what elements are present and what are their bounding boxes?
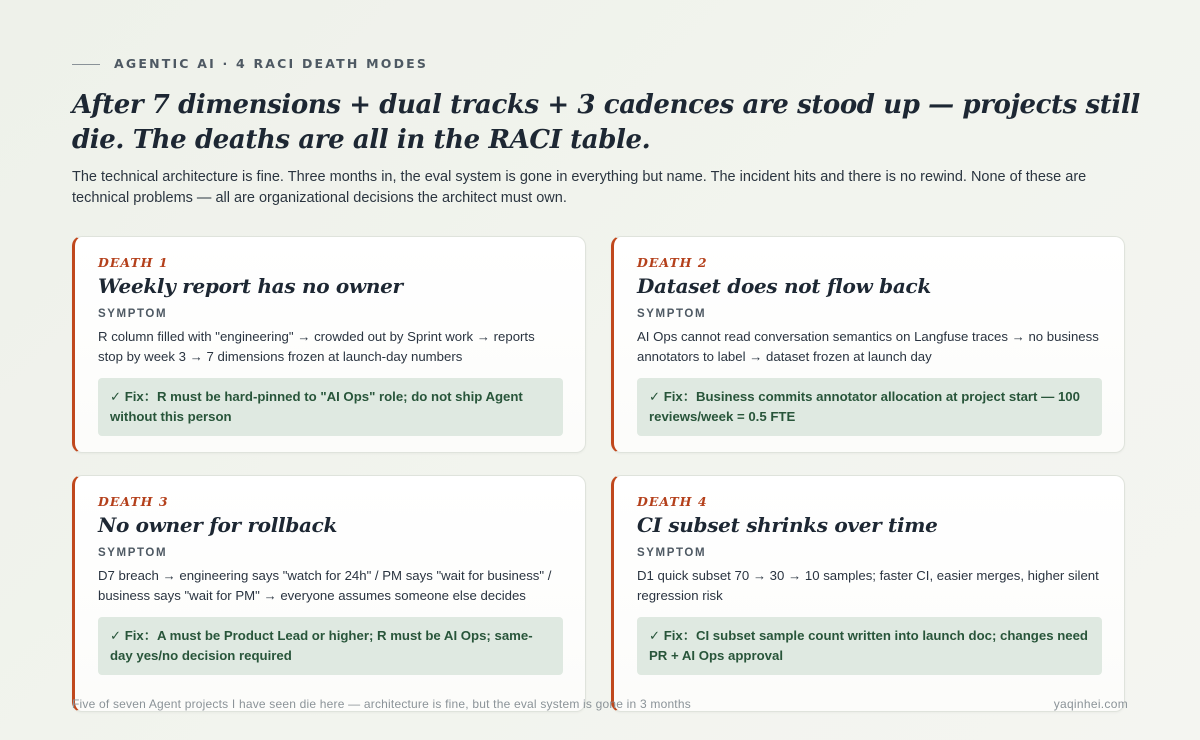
eyebrow-text: AGENTIC AI · 4 RACI DEATH MODES [114,56,429,71]
symptom-label: SYMPTOM [98,308,168,320]
death-tag: DEATH 4 [637,494,708,509]
death-tag: DEATH 1 [98,255,169,270]
intro-paragraph: The technical architecture is fine. Three months in, the eval system is gone in everything but name. The incident hits and there is no rewind. None of these are technical problems — all are organizational decisions the architect must own. [72,169,1087,206]
eyebrow-rule [72,64,100,65]
footer-note: Five of seven Agent projects I have seen die here — architecture is fine, but the eval system is gone in 3 months [72,697,691,711]
death-tag: DEATH 3 [98,494,169,509]
death-tag: DEATH 2 [637,255,708,270]
symptom-label: SYMPTOM [98,547,168,559]
footer-site-link[interactable]: yaqinhei.com [1053,697,1128,711]
fix-box: ✓ Fix：A must be Product Lead or higher; R must be AI Ops; same-day yes/no decision required [98,617,563,675]
fix-box: ✓ Fix：Business commits annotator allocation at project start — 100 reviews/week = 0.5 FTE [637,378,1102,436]
fix-box: ✓ Fix：CI subset sample count written into launch doc; changes need PR + AI Ops approval [637,617,1102,675]
death-title: No owner for rollback [98,513,338,537]
page-title: After 7 dimensions + dual tracks + 3 cadences are stood up — projects still die. The deaths are all in the RACI table. [72,90,1140,155]
fix-box: ✓ Fix：R must be hard-pinned to "AI Ops" role; do not ship Agent without this person [98,378,563,436]
death-card-2 [611,236,1125,453]
death-card-1 [72,236,586,453]
death-title: Dataset does not flow back [637,274,931,298]
symptom-text: AI Ops cannot read conversation semantics on Langfuse traces → no business annotators to label → dataset frozen at launch day [637,329,1099,364]
symptom-text: D1 quick subset 70 → 30 → 10 samples; faster CI, easier merges, higher silent regression risk [637,568,1099,603]
death-card-3 [72,475,586,712]
symptom-label: SYMPTOM [637,547,707,559]
symptom-label: SYMPTOM [637,308,707,320]
death-card-4 [611,475,1125,712]
death-title: CI subset shrinks over time [637,513,938,537]
symptom-text: D7 breach → engineering says "watch for 24h" / PM says "wait for business" / business says "wait for PM" → everyone assumes someone else decides [98,568,552,603]
symptom-text: R column filled with "engineering" → crowded out by Sprint work → reports stop by week 3 → 7 dimensions frozen at launch-day numbers [98,329,535,364]
death-title: Weekly report has no owner [98,274,403,298]
eyebrow [72,57,428,71]
